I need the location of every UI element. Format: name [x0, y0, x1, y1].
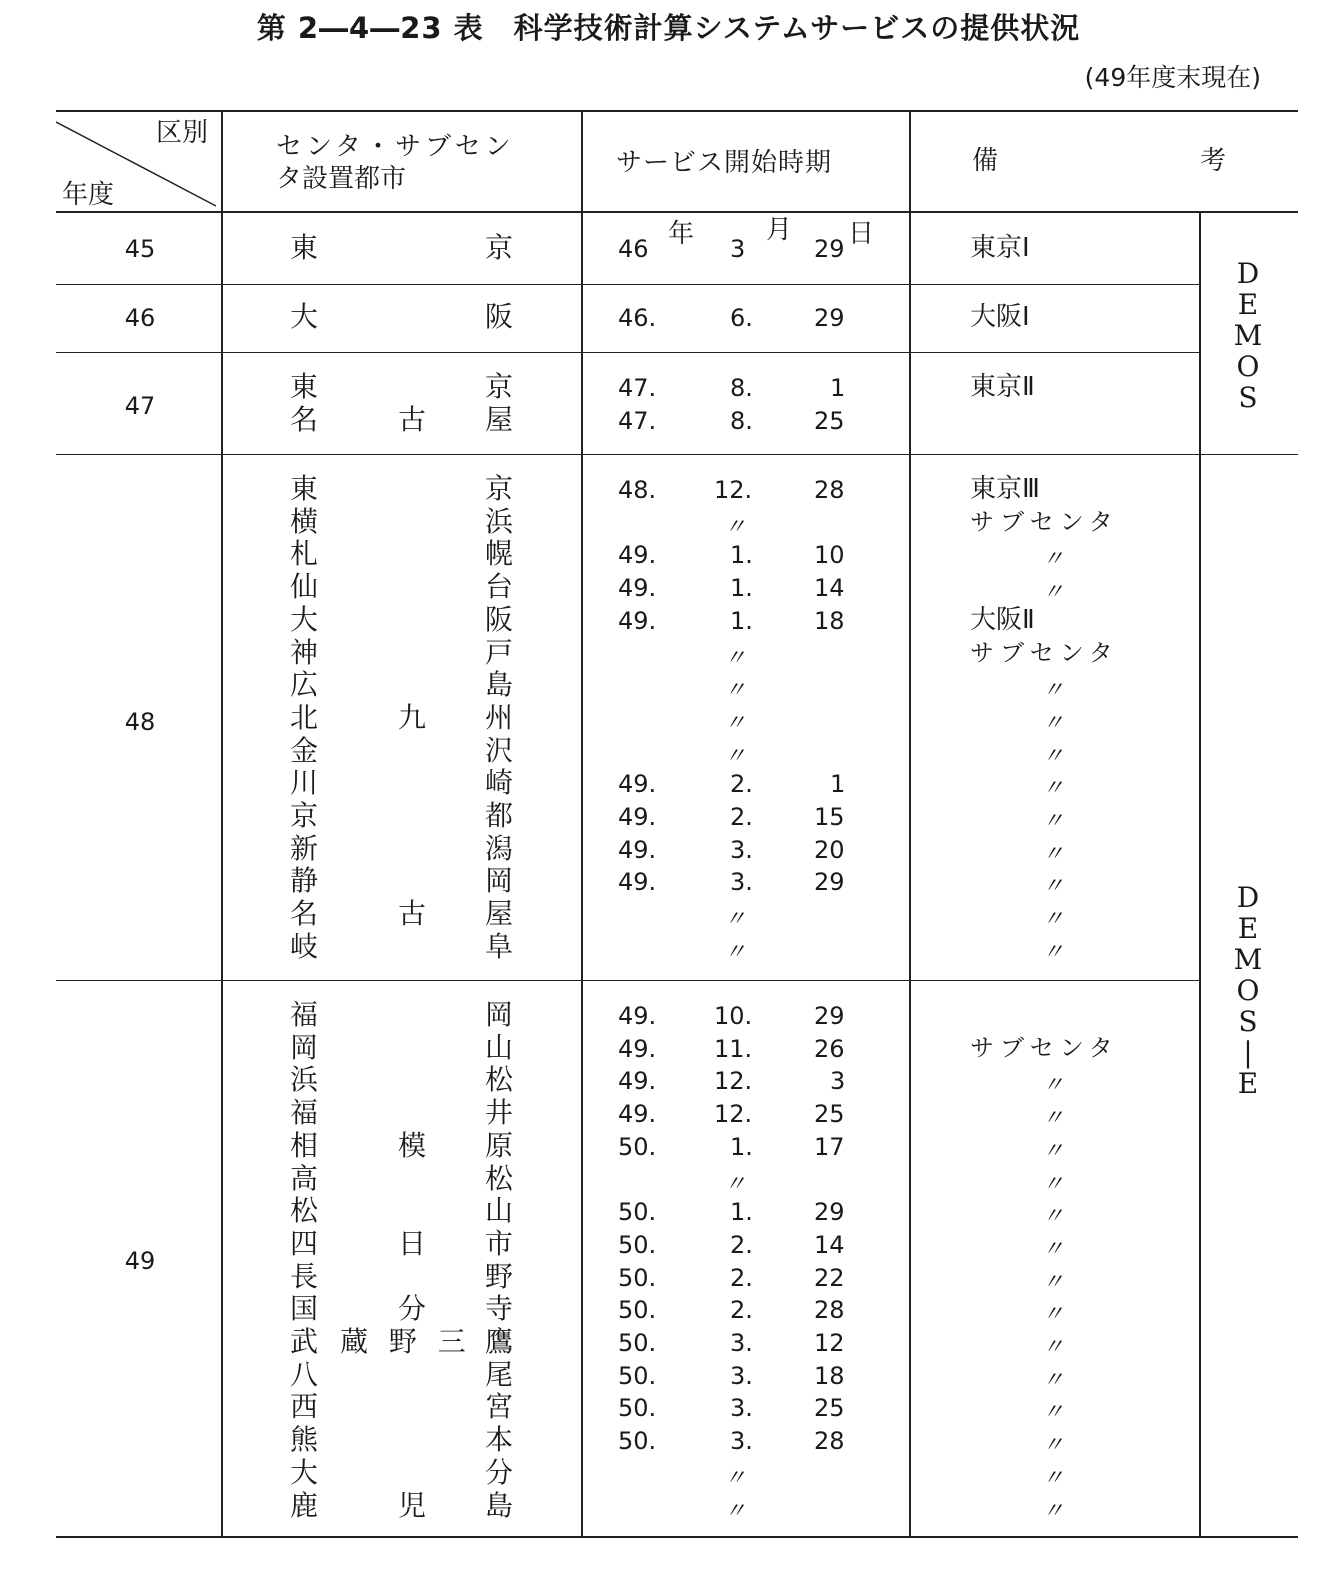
city-char-first: 武 [290, 1325, 319, 1358]
date-ditto: 〃 [724, 1466, 747, 1491]
date-year: 49. [618, 868, 657, 896]
date-month: 2. [730, 770, 753, 798]
table-title: 第 2―4―23 表 科学技術計算システムサービスの提供状況 [256, 11, 1081, 45]
date-year: 50. [618, 1362, 657, 1390]
year-cell: 48 [124, 708, 156, 736]
city-char-last: 寺 [485, 1292, 514, 1325]
col-line-2 [581, 112, 583, 1536]
date-ditto: 〃 [724, 515, 747, 540]
date-month: 1. [730, 1198, 753, 1226]
date-day: 18 [814, 1362, 845, 1390]
city-cell [290, 300, 530, 333]
city-char-first: 静 [290, 864, 319, 897]
city-char-last: 京 [485, 231, 514, 264]
city-char-first: 浜 [290, 1063, 319, 1096]
city-char-last: 原 [485, 1129, 514, 1162]
city-char-first: 京 [290, 799, 319, 832]
city-char-last: 松 [485, 1162, 514, 1195]
col-line-3 [909, 112, 911, 1536]
system-letter: E [1237, 288, 1259, 321]
date-cell [618, 1098, 878, 1131]
city-cell [290, 1456, 530, 1489]
unit-day-label: 日 [848, 219, 875, 249]
city-char-first: 大 [290, 1456, 319, 1489]
date-day: 29 [814, 235, 845, 263]
date-day: 28 [814, 476, 845, 504]
date-cell [618, 605, 878, 638]
date-cell [618, 1327, 878, 1360]
year-cell: 45 [124, 235, 156, 263]
date-ditto: 〃 [724, 907, 747, 932]
city-cell [290, 537, 530, 570]
date-day: 10 [814, 541, 845, 569]
city-char-first: 福 [290, 1096, 319, 1129]
table-subtitle: (49年度末現在) [1084, 63, 1261, 92]
date-month: 8. [730, 374, 753, 402]
city-char-middle: 蔵 野 三 [340, 1325, 472, 1358]
city-char-last: 岡 [485, 864, 514, 897]
date-year: 46 [618, 235, 649, 263]
date-month: 3. [730, 1362, 753, 1390]
date-year: 49. [618, 836, 657, 864]
note-ditto: 〃 [1042, 1499, 1065, 1524]
city-char-last: 尾 [485, 1358, 514, 1391]
date-month: 12. [714, 1067, 753, 1095]
date-day: 29 [814, 1002, 845, 1030]
date-day: 22 [814, 1264, 845, 1292]
date-month: 3. [730, 868, 753, 896]
rule-top [56, 110, 1298, 112]
date-month: 6. [730, 304, 753, 332]
date-year: 46. [618, 304, 657, 332]
city-cell [290, 1096, 530, 1129]
city-char-last: 島 [485, 668, 514, 701]
date-cell [618, 1000, 878, 1033]
note-ditto: 〃 [1042, 1172, 1065, 1197]
date-day: 29 [814, 304, 845, 332]
date-year: 49. [618, 1035, 657, 1063]
date-year: 50. [618, 1198, 657, 1226]
date-cell [618, 1262, 878, 1295]
note-ditto: 〃 [1042, 1368, 1065, 1393]
date-year: 48. [618, 476, 657, 504]
col-line-4 [1199, 213, 1201, 1536]
city-cell [290, 897, 530, 930]
note-ditto: 〃 [1042, 744, 1065, 769]
city-char-first: 西 [290, 1390, 319, 1423]
city-char-first: 長 [290, 1260, 319, 1293]
date-year: 49. [618, 803, 657, 831]
city-cell [290, 1292, 530, 1325]
date-day: 26 [814, 1035, 845, 1063]
city-char-middle: 模 [398, 1129, 427, 1162]
city-cell [290, 668, 530, 701]
date-cell [618, 1033, 878, 1066]
date-month: 3. [730, 1427, 753, 1455]
city-char-middle: 日 [398, 1227, 427, 1260]
system-letter: E [1237, 1067, 1259, 1100]
city-char-first: 相 [290, 1129, 319, 1162]
city-char-last: 沢 [485, 734, 514, 767]
city-char-last: 山 [485, 1194, 514, 1227]
date-day: 14 [814, 574, 845, 602]
note-ditto: 〃 [1042, 1204, 1065, 1229]
city-cell [290, 505, 530, 538]
system-letter: E [1237, 912, 1259, 945]
date-year: 50. [618, 1427, 657, 1455]
header-biko-1: 備 [972, 146, 999, 176]
note-cell: 東京Ⅰ [970, 233, 1030, 263]
unit-month-label: 月 [766, 215, 793, 245]
city-char-first: 仙 [290, 570, 319, 603]
header-biko-2: 考 [1200, 146, 1227, 176]
city-cell [290, 701, 530, 734]
rule-45 [56, 284, 1200, 285]
year-cell: 47 [124, 392, 156, 420]
city-char-last: 幌 [485, 537, 514, 570]
note-ditto: 〃 [1042, 907, 1065, 932]
city-char-first: 広 [290, 668, 319, 701]
date-day: 15 [814, 803, 845, 831]
date-year: 50. [618, 1133, 657, 1161]
date-year: 49. [618, 770, 657, 798]
note-ditto: 〃 [1042, 1237, 1065, 1262]
note-ditto: 〃 [1042, 940, 1065, 965]
city-char-last: 京 [485, 370, 514, 403]
date-year: 47. [618, 407, 657, 435]
city-cell [290, 1260, 530, 1293]
city-cell [290, 472, 530, 505]
city-char-last: 州 [485, 701, 514, 734]
date-year: 49. [618, 1100, 657, 1128]
city-char-last: 岡 [485, 998, 514, 1031]
note-ditto: 〃 [1042, 809, 1065, 834]
date-cell [618, 1196, 878, 1229]
city-char-first: 松 [290, 1194, 319, 1227]
system-demos-e-label [1228, 882, 1268, 1099]
date-cell [618, 572, 878, 605]
city-cell [290, 603, 530, 636]
note-ditto: 〃 [1042, 874, 1065, 899]
city-char-first: 高 [290, 1162, 319, 1195]
city-char-first: 熊 [290, 1423, 319, 1456]
date-month: 1. [730, 574, 753, 602]
date-day: 25 [814, 407, 845, 435]
city-char-middle: 九 [398, 701, 427, 734]
note-cell: 大阪Ⅱ [970, 605, 1035, 635]
city-char-middle: 児 [398, 1489, 427, 1522]
note-ditto: 〃 [1042, 1302, 1065, 1327]
date-ditto: 〃 [724, 1499, 747, 1524]
city-char-last: 崎 [485, 766, 514, 799]
city-char-first: 大 [290, 300, 319, 333]
date-day: 20 [814, 836, 845, 864]
city-char-first: 川 [290, 766, 319, 799]
date-month: 3 [730, 235, 746, 263]
date-month: 3. [730, 1329, 753, 1357]
note-ditto: 〃 [1042, 1139, 1065, 1164]
note-cell: 東京Ⅲ [970, 474, 1040, 504]
city-char-last: 京 [485, 472, 514, 505]
date-year: 49. [618, 541, 657, 569]
date-year: 50. [618, 1264, 657, 1292]
city-char-last: 屋 [485, 897, 514, 930]
city-char-first: 大 [290, 603, 319, 636]
date-day: 12 [814, 1329, 845, 1357]
system-letter: O [1236, 974, 1260, 1007]
date-month: 2. [730, 803, 753, 831]
city-cell [290, 570, 530, 603]
city-cell [290, 1162, 530, 1195]
date-year: 50. [618, 1296, 657, 1324]
rule-48 [56, 980, 1200, 981]
date-ditto: 〃 [724, 646, 747, 671]
note-ditto: 〃 [1042, 842, 1065, 867]
date-day: 1 [830, 770, 846, 798]
date-cell [618, 1360, 878, 1393]
date-month: 10. [714, 1002, 753, 1030]
city-char-last: 阪 [485, 603, 514, 636]
city-char-first: 札 [290, 537, 319, 570]
note-ditto: 〃 [1042, 1073, 1065, 1098]
city-cell [290, 636, 530, 669]
note-cell: サブセンタ [970, 508, 1119, 536]
city-cell [290, 1063, 530, 1096]
date-day: 29 [814, 1198, 845, 1226]
city-char-last: 井 [485, 1096, 514, 1129]
system-letter: D [1236, 257, 1260, 290]
city-char-last: 戸 [485, 636, 514, 669]
unit-year-label: 年 [668, 219, 695, 249]
city-char-first: 八 [290, 1358, 319, 1391]
date-month: 8. [730, 407, 753, 435]
date-cell [618, 539, 878, 572]
date-cell [618, 233, 878, 266]
city-char-middle: 分 [398, 1292, 427, 1325]
date-month: 1. [730, 541, 753, 569]
date-day: 17 [814, 1133, 845, 1161]
date-day: 1 [830, 374, 846, 402]
city-cell [290, 799, 530, 832]
date-year: 50. [618, 1394, 657, 1422]
date-cell [618, 372, 878, 405]
system-letter: O [1236, 350, 1260, 383]
note-ditto: 〃 [1042, 1106, 1065, 1131]
col-line-1 [221, 112, 223, 1536]
city-char-first: 東 [290, 231, 319, 264]
date-day: 25 [814, 1100, 845, 1128]
date-cell [618, 866, 878, 899]
city-char-first: 名 [290, 897, 319, 930]
city-char-last: 阜 [485, 930, 514, 963]
header-center-line2: タ設置都市 [276, 164, 407, 194]
note-ditto: 〃 [1042, 1400, 1065, 1425]
date-ditto: 〃 [724, 678, 747, 703]
date-cell [618, 405, 878, 438]
date-cell [618, 1425, 878, 1458]
date-day: 28 [814, 1296, 845, 1324]
date-year: 49. [618, 1067, 657, 1095]
system-demos-label [1228, 258, 1268, 413]
date-year: 47. [618, 374, 657, 402]
city-char-first: 福 [290, 998, 319, 1031]
date-cell [618, 834, 878, 867]
city-char-first: 金 [290, 734, 319, 767]
city-char-last: 島 [485, 1489, 514, 1522]
city-cell [290, 832, 530, 865]
city-char-last: 屋 [485, 403, 514, 436]
city-char-middle: 古 [398, 897, 427, 930]
city-char-middle: 古 [398, 403, 427, 436]
note-ditto: 〃 [1042, 1335, 1065, 1360]
date-cell [618, 801, 878, 834]
date-ditto: 〃 [724, 711, 747, 736]
note-cell: 大阪Ⅰ [970, 302, 1030, 332]
city-char-last: 潟 [485, 832, 514, 865]
city-char-first: 岐 [290, 930, 319, 963]
note-cell: サブセンタ [970, 639, 1119, 667]
date-cell [618, 1065, 878, 1098]
header-start: サービス開始時期 [616, 148, 833, 178]
note-ditto: 〃 [1042, 1270, 1065, 1295]
date-cell [618, 302, 878, 335]
date-cell [618, 1131, 878, 1164]
city-cell [290, 403, 530, 436]
city-char-last: 鷹 [485, 1325, 514, 1358]
date-year: 49. [618, 1002, 657, 1030]
city-char-first: 岡 [290, 1031, 319, 1064]
city-cell [290, 370, 530, 403]
date-year: 49. [618, 607, 657, 635]
date-ditto: 〃 [724, 1172, 747, 1197]
year-cell: 49 [124, 1247, 156, 1275]
header-center-line1: センタ・サブセン [276, 132, 515, 162]
date-day: 3 [830, 1067, 846, 1095]
date-day: 29 [814, 868, 845, 896]
city-cell [290, 1325, 530, 1358]
city-char-last: 都 [485, 799, 514, 832]
city-char-last: 阪 [485, 300, 514, 333]
city-cell [290, 1031, 530, 1064]
city-cell [290, 766, 530, 799]
city-cell [290, 734, 530, 767]
year-cell: 46 [124, 304, 156, 332]
date-month: 3. [730, 1394, 753, 1422]
date-day: 25 [814, 1394, 845, 1422]
city-cell [290, 1423, 530, 1456]
date-month: 2. [730, 1296, 753, 1324]
note-ditto: 〃 [1042, 711, 1065, 736]
city-char-last: 宮 [485, 1390, 514, 1423]
note-cell: 東京Ⅱ [970, 372, 1035, 402]
date-month: 2. [730, 1264, 753, 1292]
date-day: 14 [814, 1231, 845, 1259]
date-cell [618, 474, 878, 507]
system-letter: D [1236, 881, 1260, 914]
date-cell [618, 1294, 878, 1327]
note-cell: サブセンタ [970, 1034, 1119, 1062]
city-cell [290, 864, 530, 897]
city-cell [290, 1194, 530, 1227]
city-char-first: 東 [290, 370, 319, 403]
note-ditto: 〃 [1042, 547, 1065, 572]
city-cell [290, 930, 530, 963]
city-char-first: 四 [290, 1227, 319, 1260]
system-letter: M [1233, 319, 1263, 352]
city-cell [290, 1129, 530, 1162]
date-cell [618, 1392, 878, 1425]
date-year: 50. [618, 1231, 657, 1259]
date-ditto: 〃 [724, 744, 747, 769]
date-cell [618, 768, 878, 801]
rule-bottom [56, 1536, 1298, 1538]
city-char-last: 台 [485, 570, 514, 603]
date-year: 49. [618, 574, 657, 602]
city-char-last: 市 [485, 1227, 514, 1260]
date-month: 11. [714, 1035, 753, 1063]
city-char-last: 松 [485, 1063, 514, 1096]
date-month: 1. [730, 607, 753, 635]
city-char-first: 鹿 [290, 1489, 319, 1522]
date-month: 12. [714, 476, 753, 504]
date-day: 28 [814, 1427, 845, 1455]
rule-47 [56, 454, 1298, 455]
city-cell [290, 998, 530, 1031]
city-char-last: 浜 [485, 505, 514, 538]
header-kubetsu: 区別 [156, 118, 209, 148]
date-month: 2. [730, 1231, 753, 1259]
system-letter: S [1238, 381, 1258, 414]
rule-header [56, 211, 1298, 213]
date-day: 18 [814, 607, 845, 635]
date-month: 3. [730, 836, 753, 864]
city-cell [290, 1227, 530, 1260]
system-letter: | [1243, 1036, 1253, 1069]
city-char-first: 新 [290, 832, 319, 865]
note-ditto: 〃 [1042, 678, 1065, 703]
note-ditto: 〃 [1042, 776, 1065, 801]
city-cell [290, 1489, 530, 1522]
note-ditto: 〃 [1042, 1466, 1065, 1491]
system-letter: M [1233, 943, 1263, 976]
city-cell [290, 231, 530, 264]
date-cell [618, 1229, 878, 1262]
note-ditto: 〃 [1042, 1433, 1065, 1458]
date-month: 1. [730, 1133, 753, 1161]
city-cell [290, 1390, 530, 1423]
city-cell [290, 1358, 530, 1391]
rule-46 [56, 352, 1200, 353]
city-char-last: 分 [485, 1456, 514, 1489]
date-ditto: 〃 [724, 940, 747, 965]
city-char-last: 山 [485, 1031, 514, 1064]
date-month: 12. [714, 1100, 753, 1128]
city-char-first: 名 [290, 403, 319, 436]
city-char-last: 野 [485, 1260, 514, 1293]
note-ditto: 〃 [1042, 580, 1065, 605]
date-year: 50. [618, 1329, 657, 1357]
city-char-first: 国 [290, 1292, 319, 1325]
city-char-first: 北 [290, 701, 319, 734]
city-char-first: 東 [290, 472, 319, 505]
city-char-first: 神 [290, 636, 319, 669]
header-nendo: 年度 [62, 180, 115, 210]
city-char-first: 横 [290, 505, 319, 538]
city-char-last: 本 [485, 1423, 514, 1456]
system-letter: S [1238, 1005, 1258, 1038]
